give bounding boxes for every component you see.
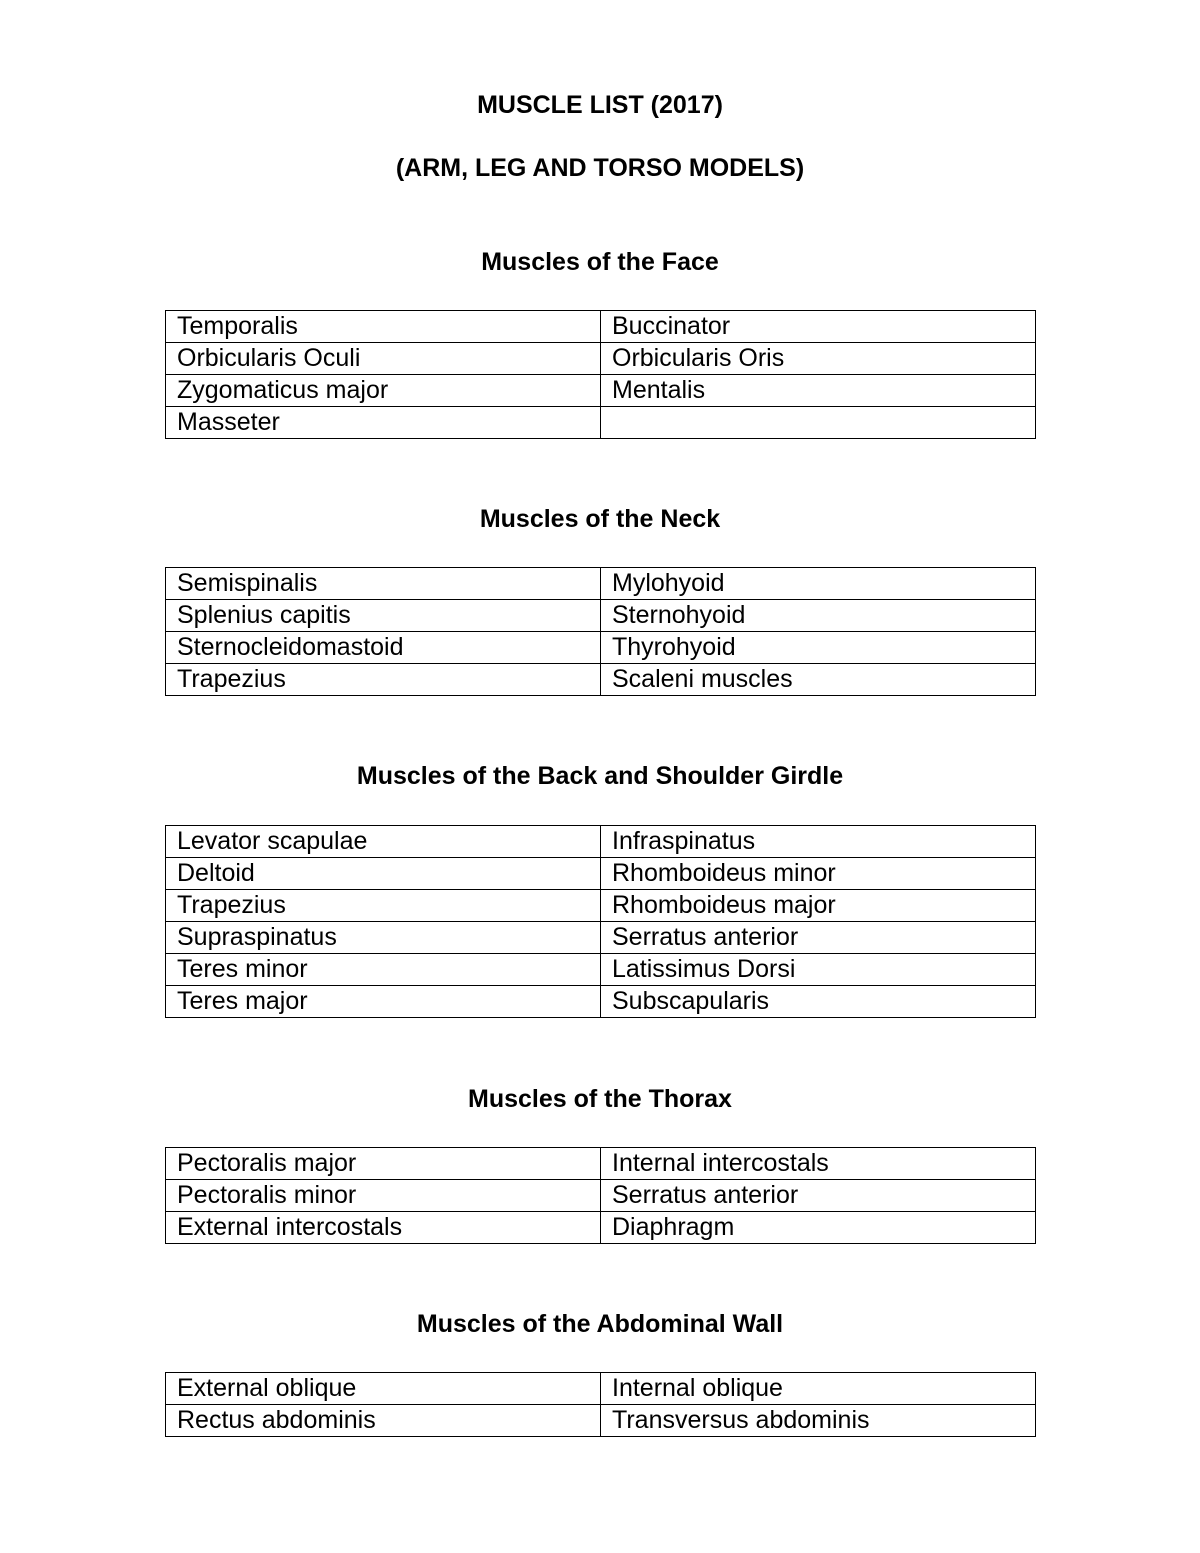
table-row bbox=[166, 632, 1036, 664]
table-cell: Sternohyoid bbox=[601, 600, 1036, 632]
document-title: MUSCLE LIST (2017) bbox=[477, 91, 723, 119]
muscle-table-face bbox=[165, 310, 1036, 439]
table-cell: Splenius capitis bbox=[166, 600, 601, 632]
table-cell: Sternocleidomastoid bbox=[166, 632, 601, 664]
table-cell: Orbicularis Oculi bbox=[166, 343, 601, 375]
table-row bbox=[166, 922, 1036, 954]
table-cell: Diaphragm bbox=[601, 1212, 1036, 1244]
table-cell: Thyrohyoid bbox=[601, 632, 1036, 664]
table-cell: Serratus anterior bbox=[601, 922, 1036, 954]
table-row bbox=[166, 954, 1036, 986]
document-subtitle: (ARM, LEG AND TORSO MODELS) bbox=[395, 154, 805, 182]
table-row bbox=[166, 1212, 1036, 1244]
table-row bbox=[166, 311, 1036, 343]
table-row bbox=[166, 1373, 1036, 1405]
table-cell: Latissimus Dorsi bbox=[601, 954, 1036, 986]
table-cell: Rhomboideus major bbox=[601, 890, 1036, 922]
table-row bbox=[166, 1180, 1036, 1212]
table-cell: Pectoralis major bbox=[166, 1148, 601, 1180]
section-heading-face: Muscles of the Face bbox=[481, 248, 719, 276]
table-cell: Mylohyoid bbox=[601, 568, 1036, 600]
muscle-table-thorax bbox=[165, 1147, 1036, 1244]
table-row bbox=[166, 664, 1036, 696]
table-cell: Supraspinatus bbox=[166, 922, 601, 954]
table-cell: Infraspinatus bbox=[601, 826, 1036, 858]
table-cell: Trapezius bbox=[166, 890, 601, 922]
table-cell: Scaleni muscles bbox=[601, 664, 1036, 696]
section-heading-back: Muscles of the Back and Shoulder Girdle bbox=[356, 762, 844, 790]
table-row bbox=[166, 826, 1036, 858]
table-row bbox=[166, 375, 1036, 407]
table-row bbox=[166, 858, 1036, 890]
table-cell: Masseter bbox=[166, 407, 601, 439]
table-cell: Temporalis bbox=[166, 311, 601, 343]
table-cell: Rhomboideus minor bbox=[601, 858, 1036, 890]
table-cell: External oblique bbox=[166, 1373, 601, 1405]
table-cell: Zygomaticus major bbox=[166, 375, 601, 407]
table-row bbox=[166, 1148, 1036, 1180]
muscle-table-neck bbox=[165, 567, 1036, 696]
table-cell: Trapezius bbox=[166, 664, 601, 696]
table-cell: External intercostals bbox=[166, 1212, 601, 1244]
table-cell: Buccinator bbox=[601, 311, 1036, 343]
section-heading-thorax: Muscles of the Thorax bbox=[468, 1085, 732, 1113]
table-cell: Semispinalis bbox=[166, 568, 601, 600]
table-cell: Orbicularis Oris bbox=[601, 343, 1036, 375]
table-row bbox=[166, 343, 1036, 375]
table-cell bbox=[601, 407, 1036, 439]
section-heading-neck: Muscles of the Neck bbox=[479, 505, 721, 533]
table-row bbox=[166, 986, 1036, 1018]
table-cell: Pectoralis minor bbox=[166, 1180, 601, 1212]
table-row bbox=[166, 407, 1036, 439]
table-row bbox=[166, 890, 1036, 922]
table-row bbox=[166, 600, 1036, 632]
section-heading-abdominal: Muscles of the Abdominal Wall bbox=[416, 1310, 784, 1338]
table-cell: Subscapularis bbox=[601, 986, 1036, 1018]
table-row bbox=[166, 568, 1036, 600]
table-cell: Internal intercostals bbox=[601, 1148, 1036, 1180]
table-cell: Transversus abdominis bbox=[601, 1405, 1036, 1437]
table-cell: Rectus abdominis bbox=[166, 1405, 601, 1437]
table-cell: Teres major bbox=[166, 986, 601, 1018]
table-cell: Levator scapulae bbox=[166, 826, 601, 858]
muscle-table-abdominal bbox=[165, 1372, 1036, 1437]
table-cell: Internal oblique bbox=[601, 1373, 1036, 1405]
table-cell: Teres minor bbox=[166, 954, 601, 986]
table-cell: Deltoid bbox=[166, 858, 601, 890]
table-cell: Mentalis bbox=[601, 375, 1036, 407]
table-row bbox=[166, 1405, 1036, 1437]
table-cell: Serratus anterior bbox=[601, 1180, 1036, 1212]
muscle-table-back bbox=[165, 825, 1036, 1018]
